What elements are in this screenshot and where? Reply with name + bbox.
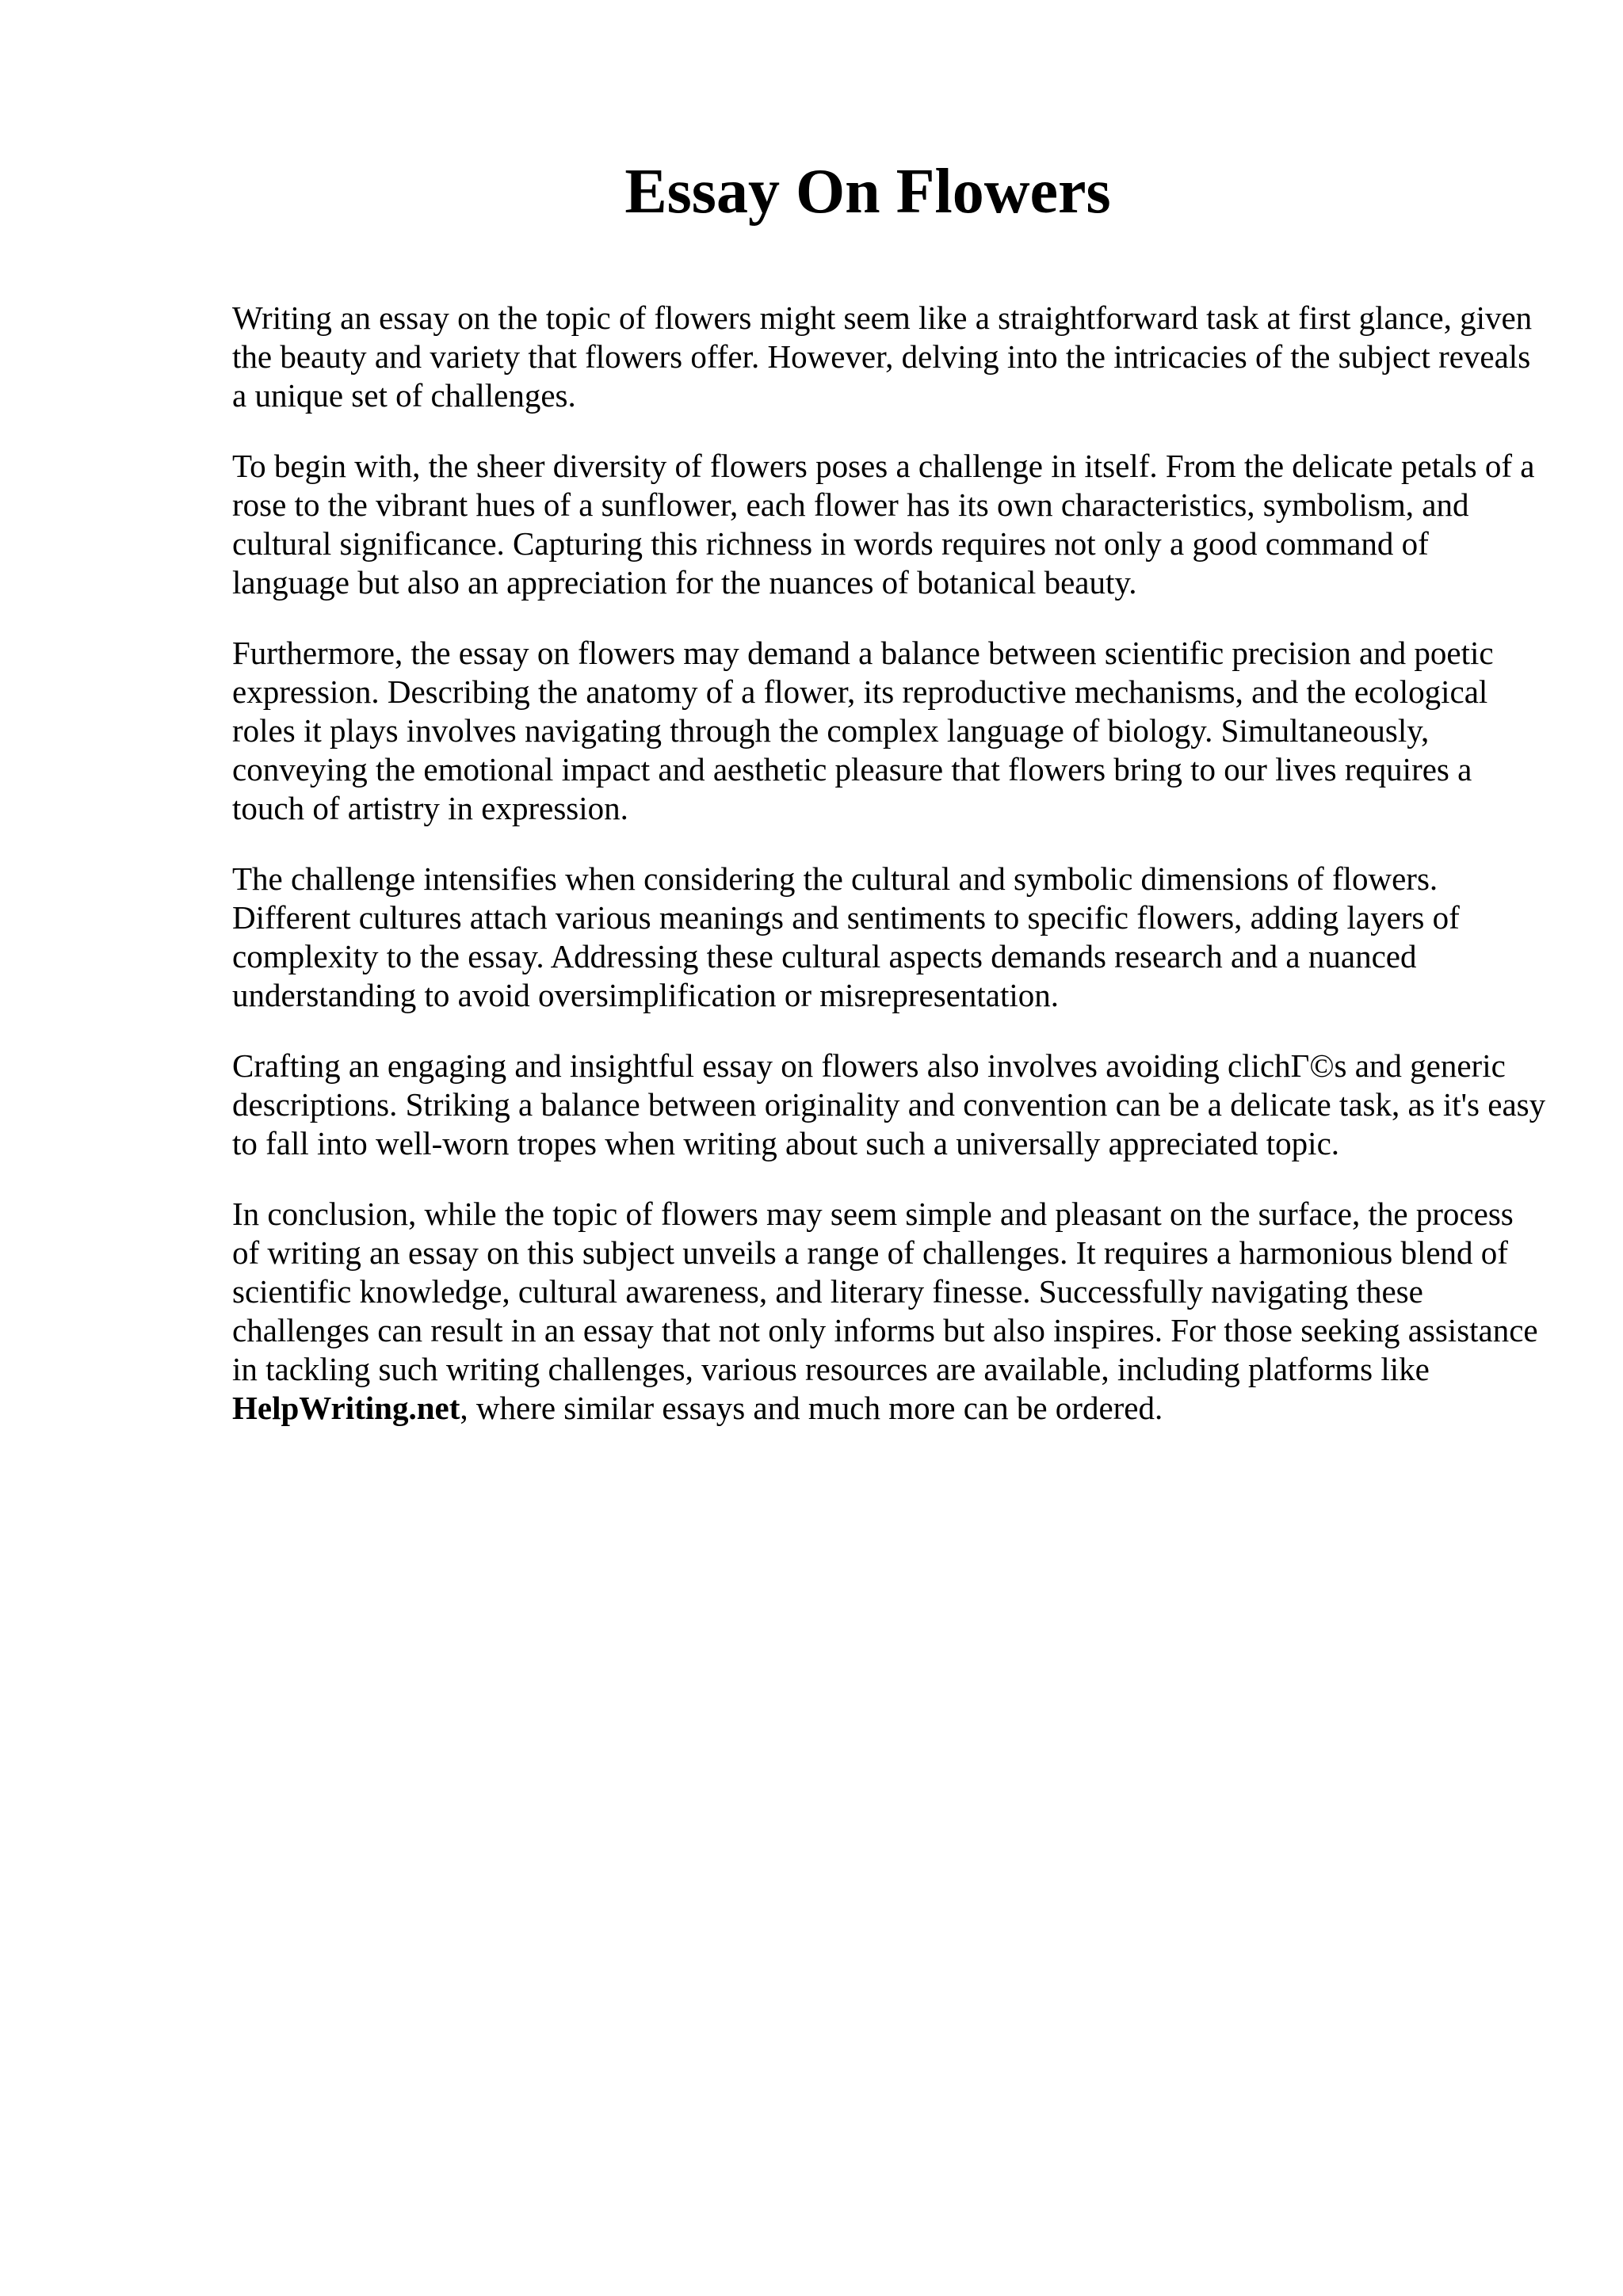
page-title: Essay On Flowers bbox=[624, 157, 1111, 227]
paragraph-conclusion bbox=[232, 1195, 1548, 1428]
paragraph-5: Crafting an engaging and insightful essay on flowers also involves avoiding clichГ©s and generic descriptions. Striking a balance between originality and convention can be a delicate task, as it's easy to fall into well-worn tropes when writing about such a universally appreciated topic. bbox=[232, 1047, 1546, 1161]
essay-body bbox=[232, 299, 1548, 1459]
paragraph-3: Furthermore, the essay on flowers may demand a balance between scientific precision and poetic expression. Describing the anatomy of a flower, its reproductive mechanisms, and the ecological roles it plays involves navigating through the complex language of biology. Simultaneously, conveying the emotional impact and aesthetic pleasure that flowers bring to our lives requires a touch of artistry in expression. bbox=[232, 635, 1494, 826]
paragraph-1: Writing an essay on the topic of flowers might seem like a straightforward task at first glance, given the beauty and variety that flowers offer. However, delving into the intricacies of the subject reveals a unique set of challenges. bbox=[232, 299, 1533, 414]
helpwriting-link[interactable]: HelpWriting.net bbox=[232, 1390, 460, 1426]
conclusion-text-before-link: In conclusion, while the topic of flowers may seem simple and pleasant on the surface, the process of writing an essay on this subject unveils a range of challenges. It requires a harmonious blend of scientific knowledge, cultural awareness, and literary finesse. Successfully navigating these challenges can result in an essay that not only informs but also inspires. For those seeking assistance in tackling such writing challenges, various resources are available, including platforms like bbox=[232, 1196, 1538, 1387]
paragraph-4: The challenge intensifies when considering the cultural and symbolic dimensions of flowers. Different cultures attach various meanings and sentiments to specific flowers, adding layers of complexity to the essay. Addressing these cultural aspects demands research and a nuanced understanding to avoid oversimplification or misrepresentation. bbox=[232, 860, 1460, 1013]
paragraph-2: To begin with, the sheer diversity of flowers poses a challenge in itself. From the delicate petals of a rose to the vibrant hues of a sunflower, each flower has its own characteristics, symbolism, and cultural significance. Capturing this richness in words requires not only a good command of language but also an appreciation for the nuances of botanical beauty. bbox=[232, 448, 1535, 601]
conclusion-text-after-link: , where similar essays and much more can be ordered. bbox=[460, 1390, 1163, 1426]
